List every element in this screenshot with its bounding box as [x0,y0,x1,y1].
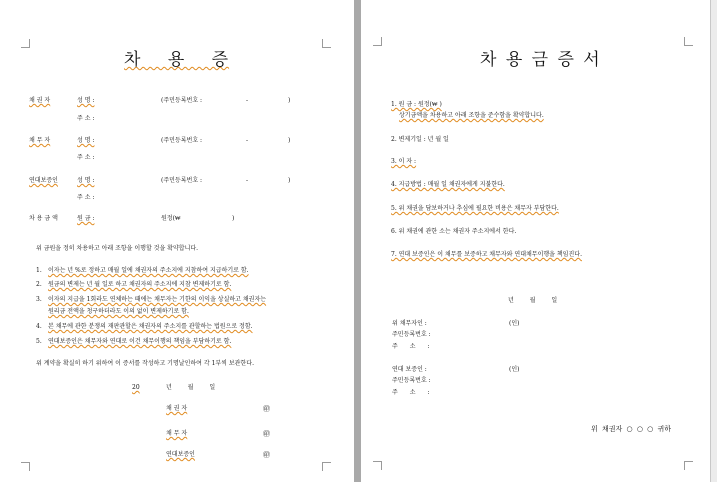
signature-guarantor-label: 연대보증인 [166,451,195,458]
document-page-left [0,0,354,482]
clause-number: 4. [36,323,42,330]
date-suffix: 년 월 일 [166,384,216,391]
crop-mark [684,37,693,46]
debtor-rrn-close: ) [288,137,291,144]
debtor-address-label: 주 소 : [77,154,95,161]
crop-mark [21,39,30,48]
seal-icon: ㊞ [263,430,270,438]
debtor-rrn-dash: - [246,137,249,144]
guarantor-rrn-label: 주민등록번호 : [392,377,431,384]
principal-close: ) [232,215,235,222]
creditor-rrn-dash: - [246,97,249,104]
guarantor-rrn-label: (주민등록번호 : [161,177,203,184]
item-line: 5. 위 채권을 담보하거나 추심에 필요한 비용은 채무자 부담한다. [391,205,559,212]
date-year: 20 [132,384,140,391]
guarantor-address-label: 주 소 : [77,194,95,201]
seal-mark: (인) [509,366,520,373]
item-line: 2. 변제기일 : 년 월 일 [391,136,449,143]
signature-debtor-label: 채 무 자 [166,430,188,437]
debtor-address-label: 주 소 : [392,343,430,350]
date-line: 년 월 일 [508,297,558,304]
guarantor-address-label: 주 소 : [392,389,430,396]
item-subline: 상기금액을 차용하고 아래 조항을 준수함을 확약합니다. [399,112,544,119]
debtor-label: 채 무 자 [29,137,51,144]
scrollbar-track[interactable] [710,0,717,482]
seal-icon: ㊞ [263,451,270,459]
crop-mark [21,462,30,471]
debtor-label: 위 채무자인 : [392,320,427,327]
creditor-rrn-close: ) [288,97,291,104]
clause-number: 2. [36,281,42,288]
guarantor-rrn-close: ) [288,177,291,184]
intro-text: 위 금원을 정히 차용하고 아래 조항을 이행할 것을 확약합니다. [36,245,199,252]
document-title: 차 용 증 [124,50,230,70]
guarantor-rrn-dash: - [246,177,249,184]
crop-mark [684,461,693,470]
debtor-name-label: 성 명 : [77,137,95,144]
item-line: 7. 연대 보증인은 이 채무를 보증하고 채무자와 연대채무이행을 책임진다. [391,251,582,258]
seal-mark: (인) [509,320,520,327]
footer-addressee: 위 채권자 ○ ○ ○ 귀하 [591,425,672,433]
creditor-address-label: 주 소 : [77,115,95,122]
item-line: 1. 원 금 : 원정(₩ ) [391,101,442,108]
clause-number: 1. [36,267,42,274]
crop-mark [373,461,382,470]
crop-mark [322,462,331,471]
closing-text: 위 계약을 확실히 하기 위하여 이 증서를 작성하고 기명날인하여 각 1부씩 보관한다. [36,360,254,367]
page-gutter [354,0,361,482]
debtor-rrn-label: (주민등록번호 : [161,137,203,144]
signature-creditor-label: 채 권 자 [166,405,188,412]
item-line: 6. 위 채권에 관한 소는 채권자 주소지에서 한다. [391,228,517,235]
clause-text: 원리금 전액을 청구하더라도 이의 없이 변제하기로 함. [48,308,189,315]
document-page-right [361,0,710,482]
clause-number: 5. [36,338,42,345]
creditor-rrn-label: (주민등록번호 : [161,97,203,104]
crop-mark [322,39,331,48]
item-line: 3. 이 자 : [391,158,417,165]
clause-text: 이자는 년 %로 정하고 매월 일에 채권자의 주소지에 지참하여 지급하기로 함. [48,267,249,274]
guarantor-label: 연대 보증인 : [392,366,427,373]
creditor-label: 채 권 자 [29,97,51,104]
seal-icon: ㊞ [263,405,270,413]
guarantor-name-label: 성 명 : [77,177,95,184]
clause-text: 이자의 지급을 1회라도 연체하는 때에는 채무자는 기한의 이익을 상실하고 채권자는 [48,296,267,303]
clause-number: 3. [36,296,42,303]
clause-text: 본 채무에 관한 분쟁의 재판관할은 채권자의 주소지를 관할하는 법원으로 정함. [48,323,253,330]
clause-text: 원금의 변제는 년 월 일로 하고 채권자의 주소지에 지참 변제하기로 함. [48,281,232,288]
principal-label: 차 용 금 액 [29,215,58,222]
principal-won-label: 원정(₩ [161,215,181,222]
crop-mark [373,37,382,46]
clause-text: 연대보증인은 채무자와 연대로 이건 채무이행의 책임을 부담하기로 함. [48,338,232,345]
item-line: 4. 지급방법 : 매월 일 채권자에게 지불한다. [391,181,505,188]
creditor-name-label: 성 명 : [77,97,95,104]
principal-amount-label: 원 금 : [77,215,95,222]
debtor-rrn-label: 주민등록번호 : [392,331,431,338]
document-title: 차 용 금 증 서 [480,50,602,70]
guarantor-label: 연대보증인 [29,177,58,184]
